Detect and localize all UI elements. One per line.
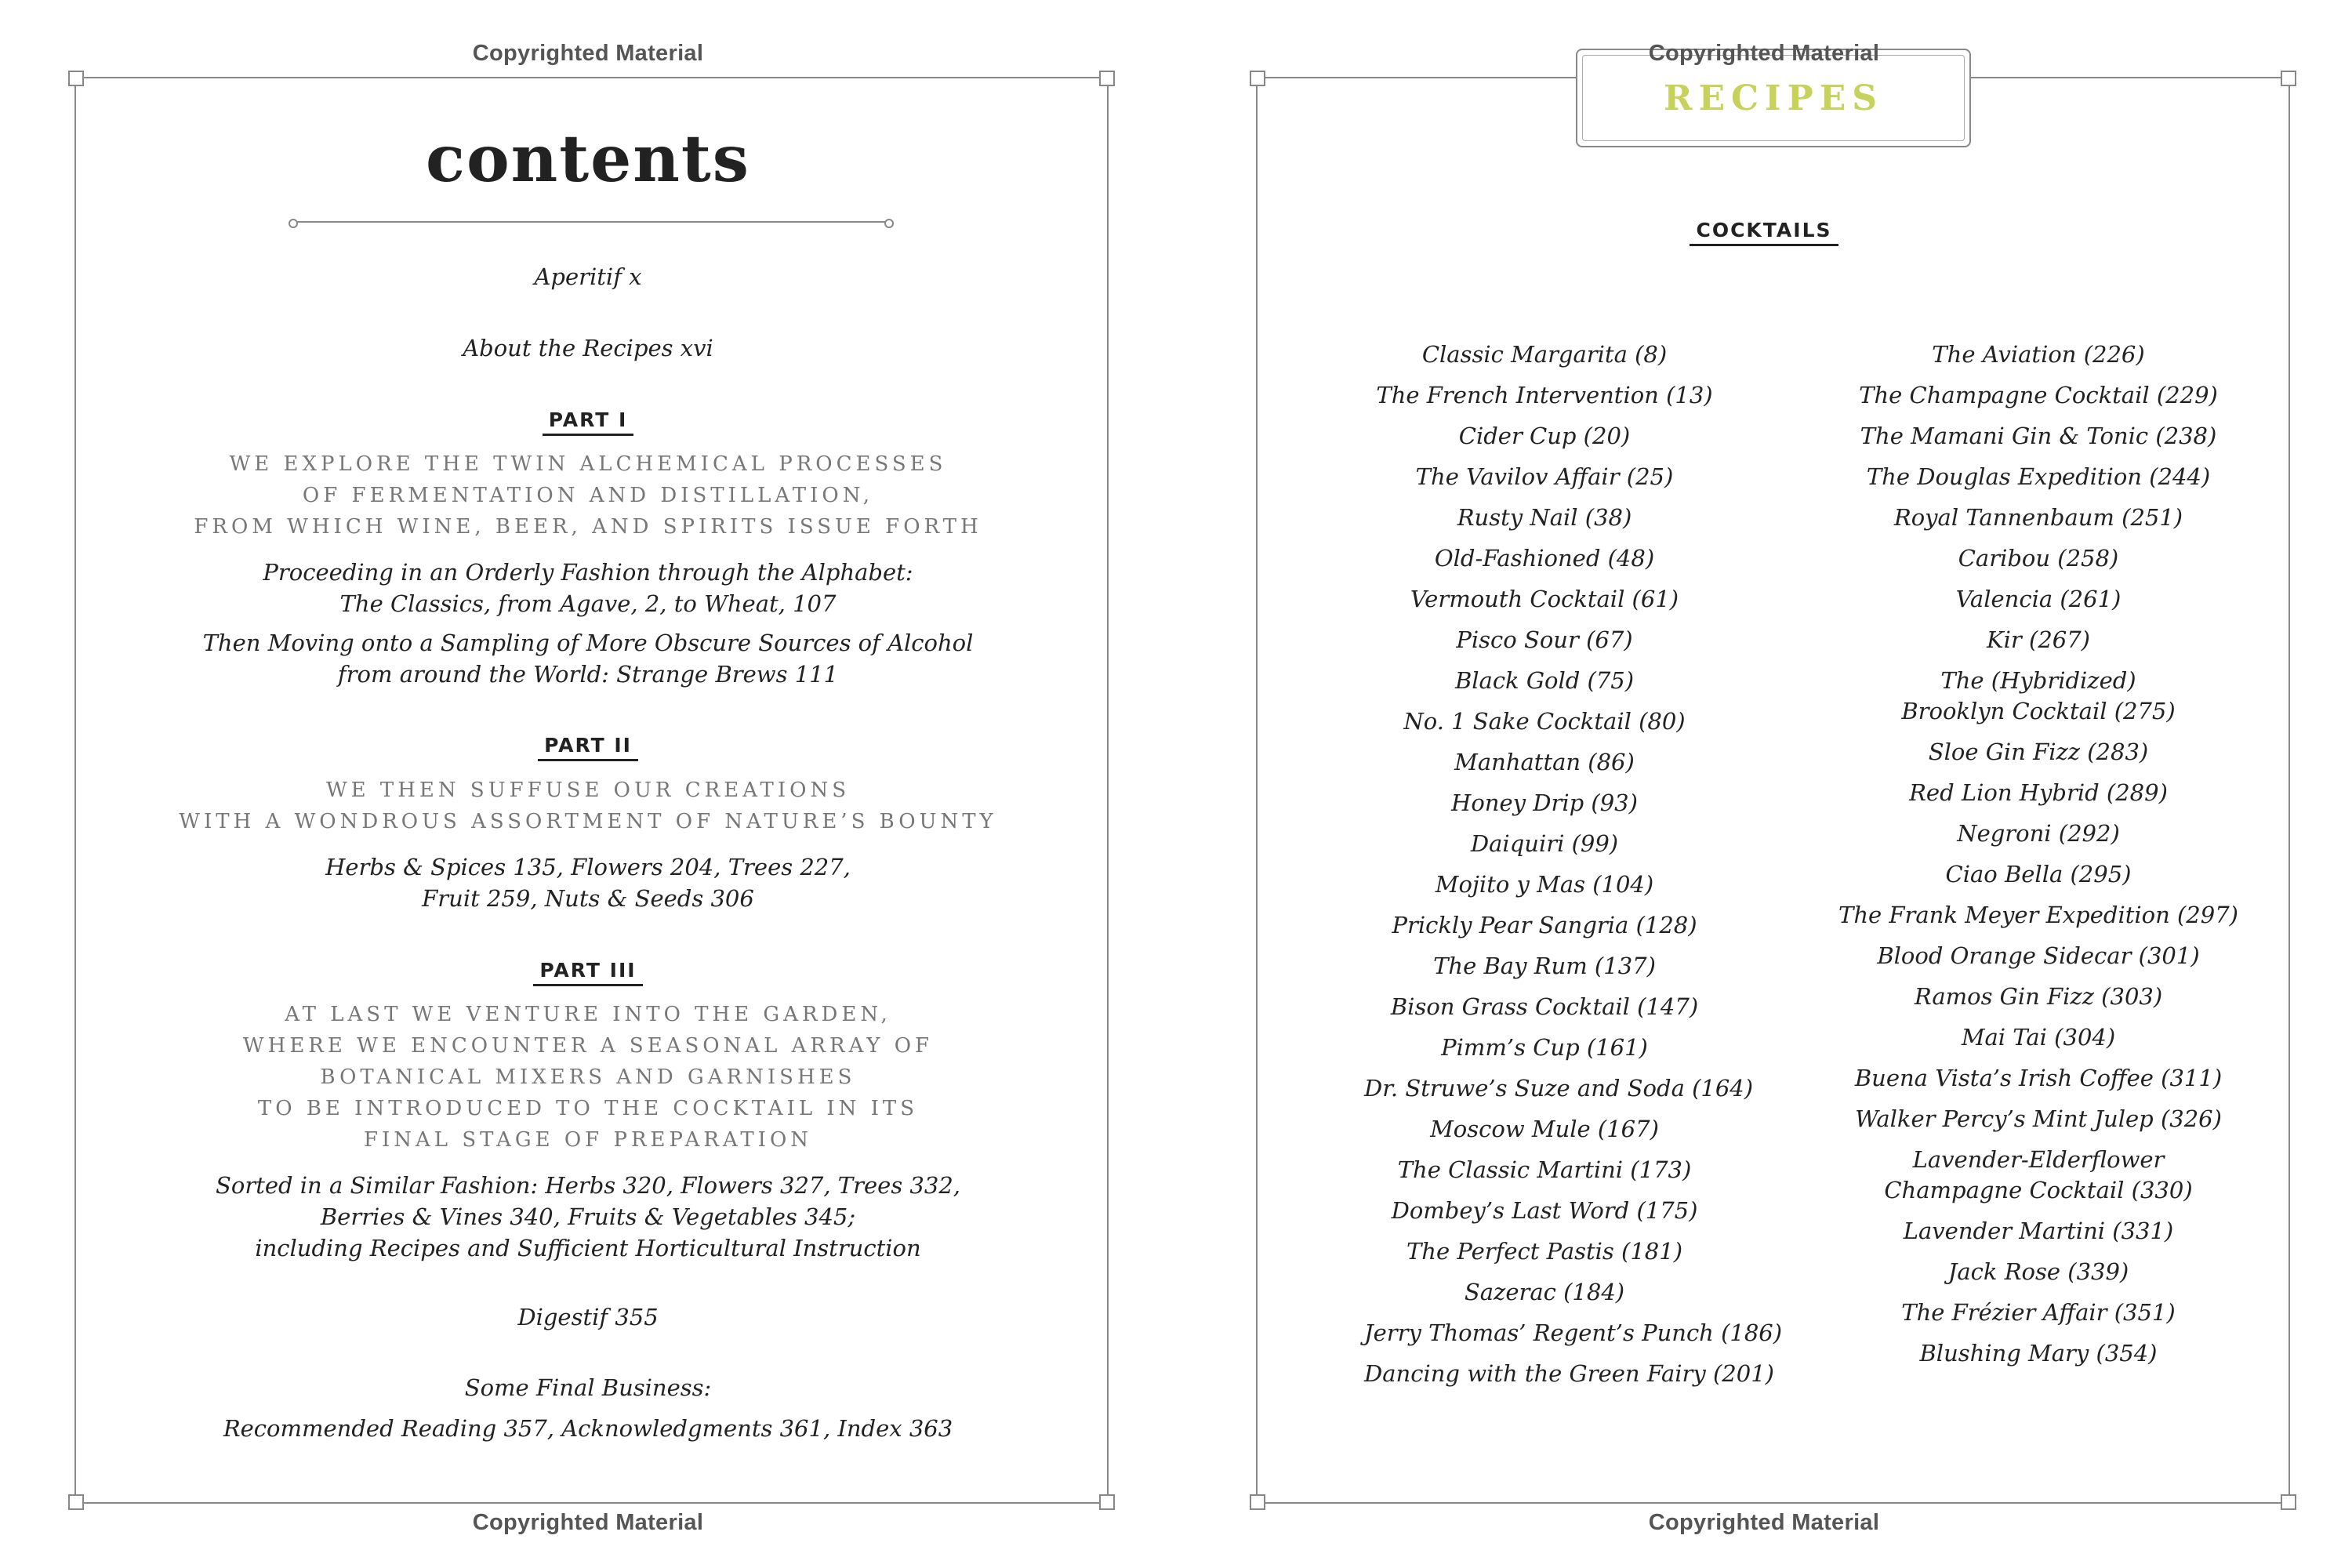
recipe-entry [1819,818,2258,859]
recipe-entry: The Bay Rum (137) [1433,953,1656,979]
recipe-entry-line: Brooklyn Cocktail (275) [1901,698,2176,724]
cocktail-list-column-2 [1819,339,2258,1379]
toc-final-line: Recommended Reading 357, Acknowledgments 361, Index 363 [223,1415,953,1442]
recipes-page [1176,0,2352,1568]
caps-line: FROM WHICH WINE, BEER, AND SPIRITS ISSUE FORTH [194,515,982,539]
recipe-entry [1819,859,2258,900]
toc-entry-line: Then Moving onto a Sampling of More Obscure Sources of Alcohol [202,630,974,656]
recipe-entry [1819,339,2258,380]
toc-about-recipes: About the Recipes xvi [463,335,713,361]
part-1-entry-strange-brews [0,627,1176,690]
part-2-heading: PART II [538,733,638,761]
recipe-entry: No. 1 Sake Cocktail (80) [1403,708,1686,735]
part-3-heading: PART III [533,958,642,986]
recipe-entry: Pimm’s Cup (161) [1441,1034,1648,1061]
corner-ornament [2281,71,2296,86]
recipe-entry-line: The (Hybridized) [1940,667,2136,694]
toc-entry-line: from around the World: Strange Brews 111 [337,661,839,688]
recipe-entry-line: Buena Vista’s Irish Coffee (311) [1854,1065,2223,1091]
recipe-entry-line: Walker Percy’s Mint Julep (326) [1855,1105,2222,1132]
recipe-entry [1819,982,2258,1022]
caps-line: AT LAST WE VENTURE INTO THE GARDEN, [285,1003,891,1026]
recipe-entry-line: Mai Tai (304) [1961,1024,2116,1051]
recipe-entry-line: Lavender-Elderflower [1912,1146,2165,1173]
recipe-entry: Manhattan (86) [1454,749,1635,775]
recipe-entry: Dr. Struwe’s Suze and Soda (164) [1364,1075,1754,1102]
recipe-entry: Pisco Sour (67) [1456,626,1633,653]
caps-line: TO BE INTRODUCED TO THE COCKTAIL IN ITS [257,1097,919,1120]
recipe-entry-line: Ciao Bella (295) [1945,861,2132,887]
recipe-entry [1819,778,2258,818]
part-2-heading-wrap [0,733,1176,761]
recipe-entry [1819,1257,2258,1298]
caps-line: WITH A WONDROUS ASSORTMENT OF NATURE’S BOUNTY [179,810,997,833]
cocktail-list-column-1 [1364,339,1783,1399]
corner-ornament [1250,1494,1265,1510]
recipe-entry-line: The Frézier Affair (351) [1901,1299,2176,1326]
part-3-entry [0,1170,1176,1264]
recipe-entry-line: The Mamani Gin & Tonic (238) [1860,423,2217,449]
corner-ornament [2281,1494,2296,1510]
caps-line: FINAL STAGE OF PREPARATION [363,1128,813,1152]
recipe-entry: Bison Grass Cocktail (147) [1390,993,1699,1020]
recipe-entry [1819,666,2258,737]
title-divider [296,221,886,223]
recipe-entry: The Vavilov Affair (25) [1415,463,1674,490]
recipe-entry: Rusty Nail (38) [1457,504,1632,531]
part-3-description [0,999,1176,1156]
corner-ornament [1099,71,1115,86]
recipe-entry [1819,543,2258,584]
cocktails-heading-wrap [1176,218,2352,246]
caps-line: WE THEN SUFFUSE OUR CREATIONS [325,779,851,802]
caps-line: BOTANICAL MIXERS AND GARNISHES [320,1065,856,1089]
corner-ornament [68,1494,84,1510]
corner-ornament [1250,71,1265,86]
recipe-entry: Black Gold (75) [1454,667,1635,694]
recipe-entry: Prickly Pear Sangria (128) [1392,912,1697,938]
recipe-entry [1819,462,2258,503]
recipes-title: RECIPES [1663,78,1884,118]
part-3-heading-wrap [0,958,1176,986]
toc-entry-line: Fruit 259, Nuts & Seeds 306 [422,885,754,912]
recipe-entry-line: Lavender Martini (331) [1903,1218,2174,1244]
toc-digestif: Digestif 355 [517,1304,659,1330]
recipe-entry-line: Champagne Cocktail (330) [1884,1177,2193,1203]
recipe-entry [1819,1022,2258,1063]
recipe-entry [1819,941,2258,982]
toc-final-business: Some Final Business: [464,1374,712,1401]
recipe-entry [1819,1063,2258,1104]
recipe-entry: The Classic Martini (173) [1397,1156,1692,1183]
recipe-entry-line: Blushing Mary (354) [1919,1340,2158,1367]
recipe-entry-line: The Douglas Expedition (244) [1866,463,2211,490]
recipe-entry [1819,900,2258,941]
recipe-entry-line: Jack Rose (339) [1947,1258,2129,1285]
recipe-entry: Sazerac (184) [1464,1279,1625,1305]
part-2-description [0,775,1176,837]
corner-ornament [68,71,84,86]
recipe-entry: Honey Drip (93) [1451,789,1638,816]
recipe-entry: Dombey’s Last Word (175) [1391,1197,1698,1224]
recipe-entry-line: Red Lion Hybrid (289) [1909,779,2168,806]
recipe-entry: Moscow Mule (167) [1430,1116,1659,1142]
recipe-entry: Daiquiri (99) [1470,830,1619,857]
toc-entry-line: Proceeding in an Orderly Fashion through the Alphabet: [263,559,913,586]
toc-entry-line: including Recipes and Sufficient Horticultural Instruction [255,1235,921,1261]
copyright-notice-top: Copyrighted Material [472,41,704,66]
toc-aperitif: Aperitif x [534,263,642,290]
recipe-entry [1819,1104,2258,1145]
recipe-entry-line: Caribou (258) [1958,545,2119,572]
recipe-entry: Classic Margarita (8) [1421,341,1668,368]
recipe-entry-line: Valencia (261) [1955,586,2122,612]
recipe-entry: Vermouth Cocktail (61) [1410,586,1679,612]
toc-entry-line: Herbs & Spices 135, Flowers 204, Trees 227, [325,854,851,880]
recipe-entry-line: The Aviation (226) [1932,341,2145,368]
part-1-entry-classics [0,557,1176,619]
part-1-heading: PART I [543,408,634,436]
recipe-entry-line: Royal Tannenbaum (251) [1893,504,2183,531]
recipe-entry-line: Ramos Gin Fizz (303) [1914,983,2163,1010]
caps-line: WHERE WE ENCOUNTER A SEASONAL ARRAY OF [242,1034,934,1058]
recipe-entry [1819,737,2258,778]
cocktails-heading: COCKTAILS [1690,218,1838,246]
recipe-entry: The French Intervention (13) [1376,382,1713,408]
recipe-entry: Dancing with the Green Fairy (201) [1364,1360,1774,1387]
part-1-description [0,448,1176,543]
recipe-entry [1819,1338,2258,1379]
toc-entry-line: Sorted in a Similar Fashion: Herbs 320, Flowers 327, Trees 332, [216,1172,960,1199]
recipe-entry [1819,503,2258,543]
toc-entry-line: The Classics, from Agave, 2, to Wheat, 107 [339,590,837,617]
recipe-entry: Old-Fashioned (48) [1434,545,1655,572]
recipe-entry [1819,625,2258,666]
copyright-notice-bottom: Copyrighted Material [472,1510,704,1535]
recipe-entry-line: The Champagne Cocktail (229) [1859,382,2218,408]
recipe-entry-line: Negroni (292) [1957,820,2120,847]
recipe-entry: The Perfect Pastis (181) [1406,1238,1683,1265]
recipe-entry-line: Sloe Gin Fizz (283) [1928,739,2149,765]
recipe-entry-line: Blood Orange Sidecar (301) [1877,942,2200,969]
page-title: contents [426,122,750,197]
copyright-notice-top: Copyrighted Material [1648,41,1880,66]
caps-line: OF FERMENTATION AND DISTILLATION, [302,484,874,507]
caps-line: WE EXPLORE THE TWIN ALCHEMICAL PROCESSES [229,452,947,476]
part-1-heading-wrap [0,408,1176,436]
toc-entry-line: Berries & Vines 340, Fruits & Vegetables 345; [320,1203,856,1230]
recipe-entry [1819,584,2258,625]
recipe-entry [1819,1216,2258,1257]
recipe-entry [1819,421,2258,462]
part-2-entry [0,851,1176,914]
recipe-entry-line: The Frank Meyer Expedition (297) [1838,902,2238,928]
corner-ornament [1099,1494,1115,1510]
copyright-notice-bottom: Copyrighted Material [1648,1510,1880,1535]
recipe-entry [1819,1298,2258,1338]
recipe-entry [1819,380,2258,421]
recipe-entry: Jerry Thomas’ Regent’s Punch (186) [1364,1319,1783,1346]
recipe-entry: Mojito y Mas (104) [1435,871,1654,898]
recipe-entry-line: Kir (267) [1986,626,2090,653]
recipe-entry: Cider Cup (20) [1458,423,1631,449]
recipe-entry [1819,1145,2258,1216]
